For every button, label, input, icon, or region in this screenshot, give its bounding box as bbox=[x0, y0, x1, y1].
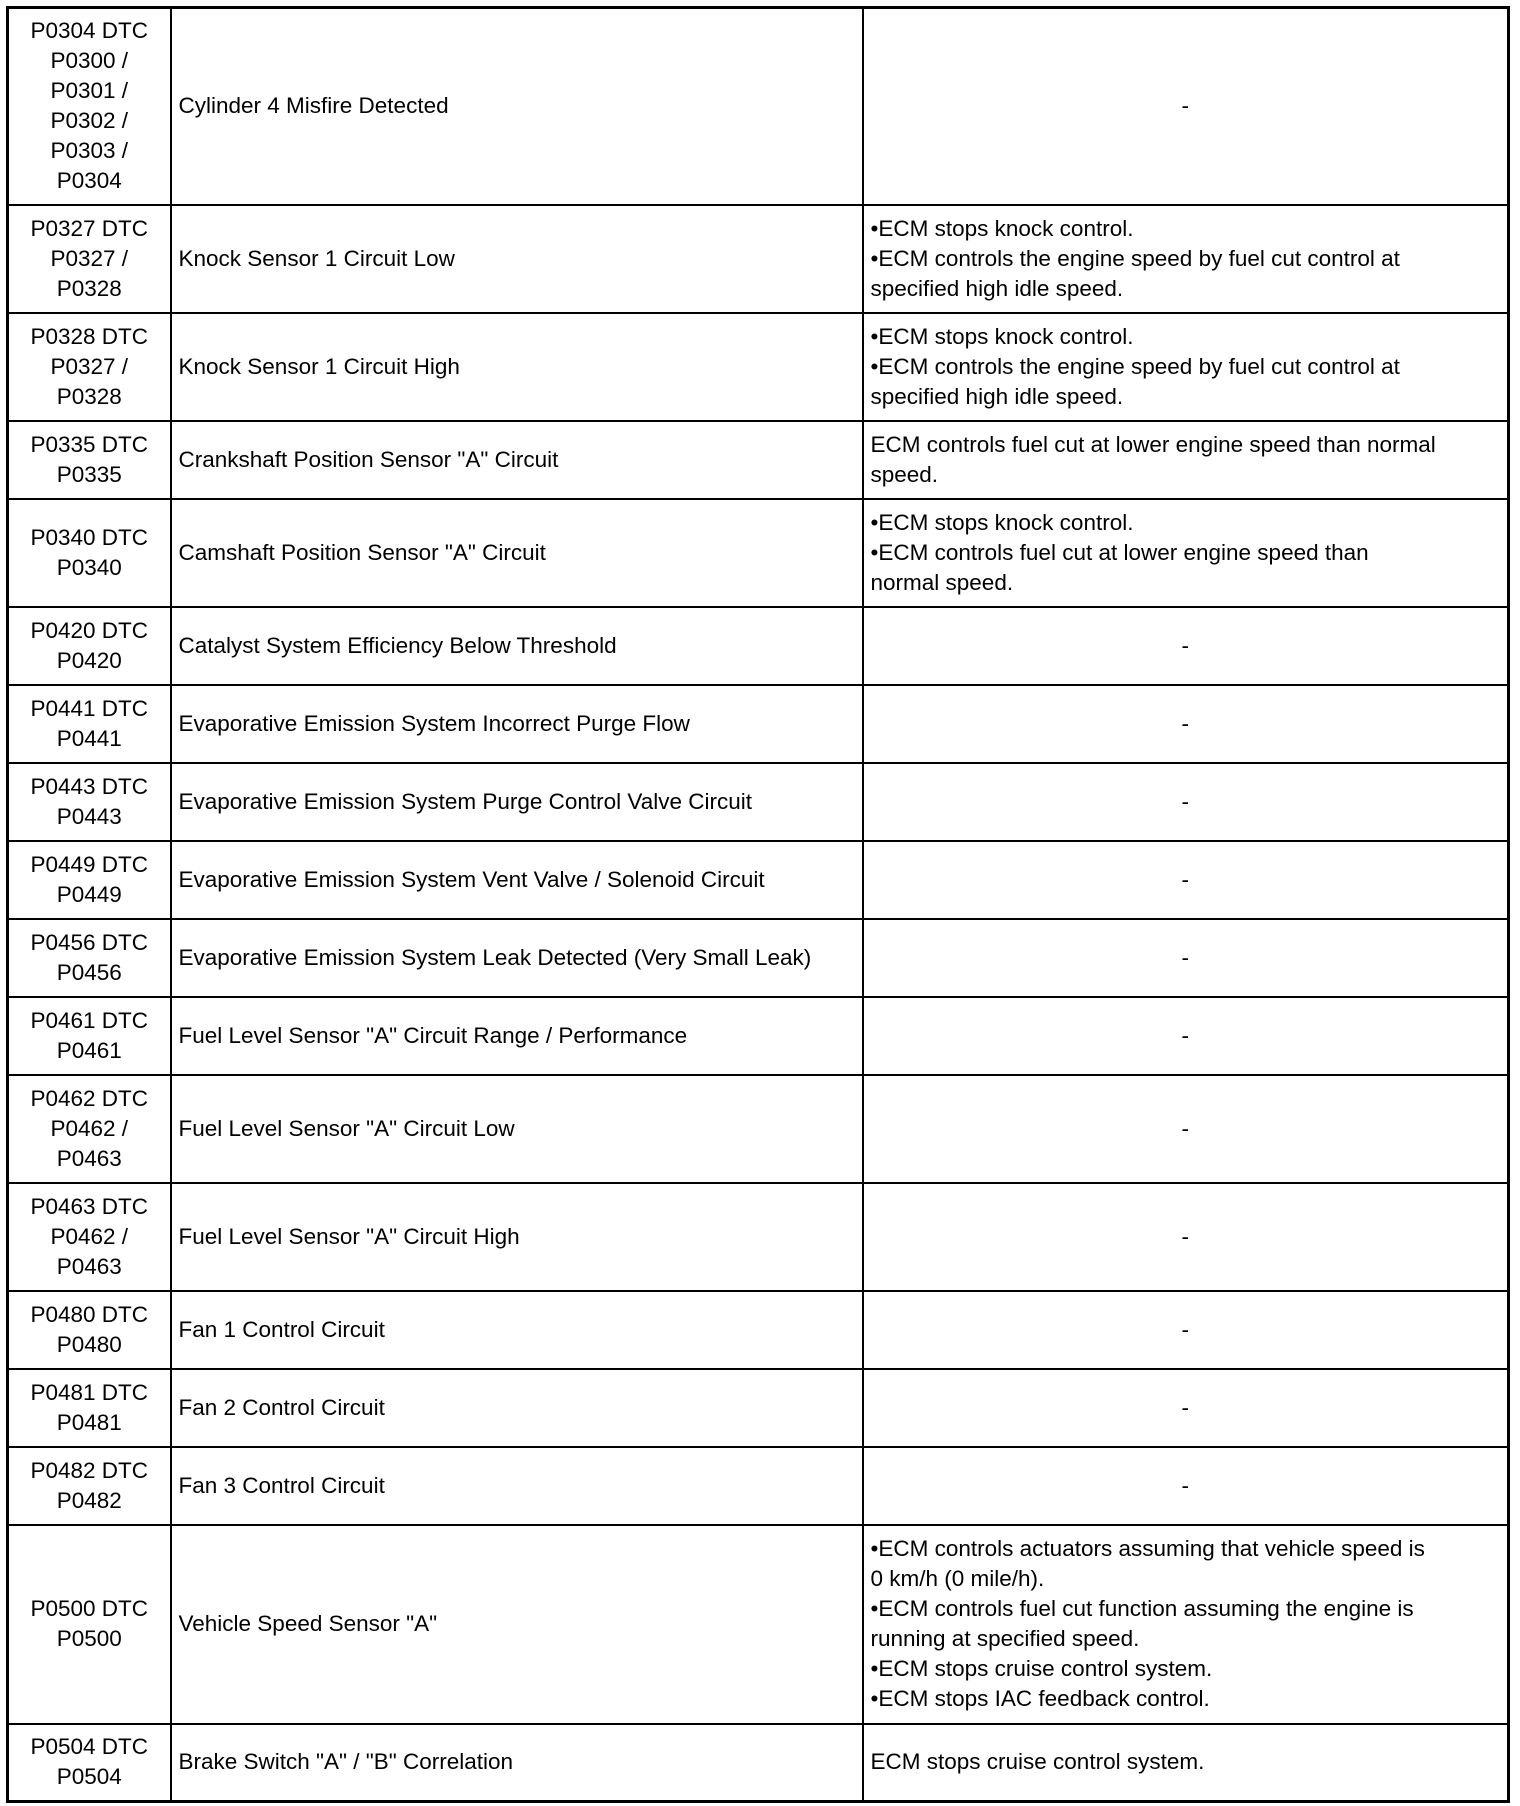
fail-safe-line: - bbox=[1181, 866, 1189, 892]
dtc-code-line: P0504 bbox=[56, 1764, 122, 1790]
fail-safe-line: normal speed. bbox=[870, 569, 1014, 595]
dtc-code-cell bbox=[8, 205, 171, 313]
fail-safe-line: - bbox=[1181, 632, 1189, 658]
dtc-code-cell bbox=[8, 607, 171, 685]
fail-safe-line: - bbox=[1181, 1022, 1189, 1048]
dtc-code-line: P0461 DTC bbox=[30, 1007, 149, 1033]
dtc-code-cell bbox=[8, 997, 171, 1075]
dtc-code-line: P0462 DTC bbox=[30, 1085, 149, 1111]
table-row bbox=[8, 313, 1509, 421]
dtc-code-cell bbox=[8, 421, 171, 499]
dtc-code-line: P0303 / bbox=[50, 138, 129, 164]
fail-safe-cell bbox=[863, 1183, 1509, 1291]
table-row bbox=[8, 685, 1509, 763]
table-row bbox=[8, 1724, 1509, 1802]
fail-safe-line: •ECM controls fuel cut at lower engine speed than bbox=[870, 539, 1369, 565]
dtc-code-cell bbox=[8, 1724, 171, 1802]
fail-safe-cell bbox=[863, 1291, 1509, 1369]
dtc-code-line: P0500 DTC bbox=[30, 1596, 149, 1621]
dtc-code-line: P0481 DTC bbox=[30, 1379, 149, 1405]
dtc-code-line: P0500 bbox=[56, 1626, 122, 1651]
dtc-code-line: P0480 bbox=[56, 1331, 122, 1357]
fail-safe-line: •ECM stops IAC feedback control. bbox=[870, 1686, 1210, 1711]
dtc-name-cell: Crankshaft Position Sensor "A" Circuit bbox=[171, 421, 863, 499]
fail-safe-line: - bbox=[1181, 788, 1189, 814]
table-row bbox=[8, 841, 1509, 919]
dtc-code-line: P0340 bbox=[56, 554, 122, 580]
fail-safe-line: 0 km/h (0 mile/h). bbox=[870, 1566, 1045, 1591]
table-row bbox=[8, 1525, 1509, 1724]
dtc-code-cell bbox=[8, 763, 171, 841]
dtc-code-line: P0328 DTC bbox=[30, 323, 149, 349]
fail-safe-line: •ECM stops cruise control system. bbox=[870, 1656, 1213, 1681]
fail-safe-cell bbox=[863, 841, 1509, 919]
dtc-code-line: P0463 DTC bbox=[30, 1193, 149, 1219]
dtc-code-cell bbox=[8, 919, 171, 997]
dtc-name-cell: Catalyst System Efficiency Below Threshold bbox=[171, 607, 863, 685]
fail-safe-line: - bbox=[1181, 1115, 1189, 1141]
dtc-code-line: P0328 bbox=[56, 275, 122, 301]
fail-safe-line: •ECM controls fuel cut function assuming the engine is bbox=[870, 1596, 1414, 1621]
dtc-code-cell bbox=[8, 1075, 171, 1183]
dtc-name-cell: Brake Switch "A" / "B" Correlation bbox=[171, 1724, 863, 1802]
dtc-name-cell: Fan 1 Control Circuit bbox=[171, 1291, 863, 1369]
dtc-code-line: P0335 DTC bbox=[30, 431, 149, 457]
fail-safe-line: - bbox=[1181, 1394, 1189, 1420]
dtc-code-cell bbox=[8, 841, 171, 919]
table-row bbox=[8, 763, 1509, 841]
dtc-code-cell bbox=[8, 685, 171, 763]
dtc-code-line: P0301 / bbox=[50, 78, 129, 104]
dtc-name-cell: Evaporative Emission System Leak Detected (Very Small Leak) bbox=[171, 919, 863, 997]
table-row bbox=[8, 607, 1509, 685]
dtc-code-line: P0449 DTC bbox=[30, 851, 149, 877]
dtc-code-line: P0456 DTC bbox=[30, 929, 149, 955]
fail-safe-line: - bbox=[1181, 944, 1189, 970]
fail-safe-cell bbox=[863, 1724, 1509, 1802]
fail-safe-line: - bbox=[1181, 710, 1189, 736]
dtc-fail-safe-table bbox=[6, 6, 1510, 1803]
fail-safe-line: - bbox=[1181, 1316, 1189, 1342]
dtc-code-line: P0463 bbox=[56, 1145, 122, 1171]
dtc-name-cell: Knock Sensor 1 Circuit High bbox=[171, 313, 863, 421]
dtc-code-line: P0300 / bbox=[50, 48, 129, 74]
table-row bbox=[8, 1075, 1509, 1183]
dtc-code-line: P0461 bbox=[56, 1037, 122, 1063]
dtc-code-line: P0302 / bbox=[50, 108, 129, 134]
fail-safe-cell bbox=[863, 997, 1509, 1075]
fail-safe-line: specified high idle speed. bbox=[870, 383, 1124, 409]
dtc-name-cell: Fuel Level Sensor "A" Circuit Range / Performance bbox=[171, 997, 863, 1075]
dtc-code-line: P0480 DTC bbox=[30, 1301, 149, 1327]
fail-safe-cell bbox=[863, 685, 1509, 763]
dtc-code-line: P0335 bbox=[56, 461, 122, 487]
fail-safe-line: running at specified speed. bbox=[870, 1626, 1140, 1651]
dtc-code-line: P0443 bbox=[56, 803, 122, 829]
dtc-code-cell bbox=[8, 499, 171, 607]
table-row bbox=[8, 1183, 1509, 1291]
table-row bbox=[8, 997, 1509, 1075]
dtc-code-line: P0462 / bbox=[50, 1223, 129, 1249]
table-row bbox=[8, 499, 1509, 607]
dtc-code-line: P0449 bbox=[56, 881, 122, 907]
fail-safe-cell bbox=[863, 499, 1509, 607]
fail-safe-cell bbox=[863, 919, 1509, 997]
fail-safe-line: speed. bbox=[870, 461, 939, 487]
dtc-name-cell: Evaporative Emission System Vent Valve / Solenoid Circuit bbox=[171, 841, 863, 919]
fail-safe-line: ECM controls fuel cut at lower engine speed than normal bbox=[870, 431, 1436, 457]
fail-safe-line: specified high idle speed. bbox=[870, 275, 1124, 301]
fail-safe-cell bbox=[863, 8, 1509, 205]
dtc-code-line: P0327 DTC bbox=[30, 215, 149, 241]
dtc-code-cell bbox=[8, 1183, 171, 1291]
dtc-code-line: P0420 bbox=[56, 647, 122, 673]
fail-safe-cell bbox=[863, 313, 1509, 421]
dtc-code-line: P0504 DTC bbox=[30, 1734, 149, 1760]
fail-safe-cell bbox=[863, 205, 1509, 313]
dtc-name-cell: Evaporative Emission System Purge Control Valve Circuit bbox=[171, 763, 863, 841]
fail-safe-cell bbox=[863, 1075, 1509, 1183]
table-row bbox=[8, 1369, 1509, 1447]
dtc-name-cell: Fuel Level Sensor "A" Circuit Low bbox=[171, 1075, 863, 1183]
fail-safe-line: •ECM stops knock control. bbox=[870, 509, 1134, 535]
dtc-name-cell: Camshaft Position Sensor "A" Circuit bbox=[171, 499, 863, 607]
table-row bbox=[8, 1291, 1509, 1369]
dtc-code-line: P0462 / bbox=[50, 1115, 129, 1141]
dtc-code-cell bbox=[8, 1291, 171, 1369]
dtc-code-line: P0420 DTC bbox=[30, 617, 149, 643]
fail-safe-cell bbox=[863, 1525, 1509, 1724]
dtc-name-cell: Cylinder 4 Misfire Detected bbox=[171, 8, 863, 205]
fail-safe-cell bbox=[863, 421, 1509, 499]
dtc-code-line: P0443 DTC bbox=[30, 773, 149, 799]
dtc-name-cell: Fan 2 Control Circuit bbox=[171, 1369, 863, 1447]
dtc-code-line: P0304 DTC bbox=[30, 18, 149, 44]
dtc-code-line: P0441 bbox=[56, 725, 122, 751]
dtc-name-cell: Evaporative Emission System Incorrect Purge Flow bbox=[171, 685, 863, 763]
dtc-code-line: P0340 DTC bbox=[30, 524, 149, 550]
dtc-code-cell bbox=[8, 1447, 171, 1525]
table-row bbox=[8, 205, 1509, 313]
dtc-code-line: P0482 DTC bbox=[30, 1457, 149, 1483]
fail-safe-line: - bbox=[1181, 93, 1189, 119]
dtc-code-line: P0328 bbox=[56, 383, 122, 409]
dtc-code-cell bbox=[8, 1369, 171, 1447]
dtc-name-cell: Knock Sensor 1 Circuit Low bbox=[171, 205, 863, 313]
fail-safe-line: •ECM controls the engine speed by fuel cut control at bbox=[870, 245, 1400, 271]
fail-safe-cell bbox=[863, 1447, 1509, 1525]
dtc-code-cell bbox=[8, 313, 171, 421]
fail-safe-line: •ECM stops knock control. bbox=[870, 215, 1134, 241]
dtc-name-cell: Vehicle Speed Sensor "A" bbox=[171, 1525, 863, 1724]
dtc-code-line: P0456 bbox=[56, 959, 122, 985]
dtc-name-cell: Fuel Level Sensor "A" Circuit High bbox=[171, 1183, 863, 1291]
fail-safe-line: •ECM controls actuators assuming that vehicle speed is bbox=[870, 1536, 1425, 1561]
dtc-code-line: P0463 bbox=[56, 1253, 122, 1279]
dtc-code-line: P0327 / bbox=[50, 245, 129, 271]
table-row bbox=[8, 421, 1509, 499]
fail-safe-line: - bbox=[1181, 1472, 1189, 1498]
dtc-table-body bbox=[8, 8, 1509, 1802]
dtc-name-cell: Fan 3 Control Circuit bbox=[171, 1447, 863, 1525]
fail-safe-line: - bbox=[1181, 1223, 1189, 1249]
fail-safe-line: •ECM controls the engine speed by fuel cut control at bbox=[870, 353, 1400, 379]
fail-safe-line: •ECM stops knock control. bbox=[870, 323, 1134, 349]
fail-safe-cell bbox=[863, 1369, 1509, 1447]
dtc-code-cell bbox=[8, 1525, 171, 1724]
dtc-code-line: P0482 bbox=[56, 1487, 122, 1513]
fail-safe-cell bbox=[863, 763, 1509, 841]
dtc-code-line: P0304 bbox=[56, 168, 122, 194]
table-row bbox=[8, 8, 1509, 205]
dtc-code-line: P0481 bbox=[56, 1409, 122, 1435]
dtc-code-cell bbox=[8, 8, 171, 205]
fail-safe-cell bbox=[863, 607, 1509, 685]
table-row bbox=[8, 919, 1509, 997]
dtc-code-line: P0327 / bbox=[50, 353, 129, 379]
fail-safe-line: ECM stops cruise control system. bbox=[870, 1749, 1205, 1775]
table-row bbox=[8, 1447, 1509, 1525]
dtc-code-line: P0441 DTC bbox=[30, 695, 149, 721]
